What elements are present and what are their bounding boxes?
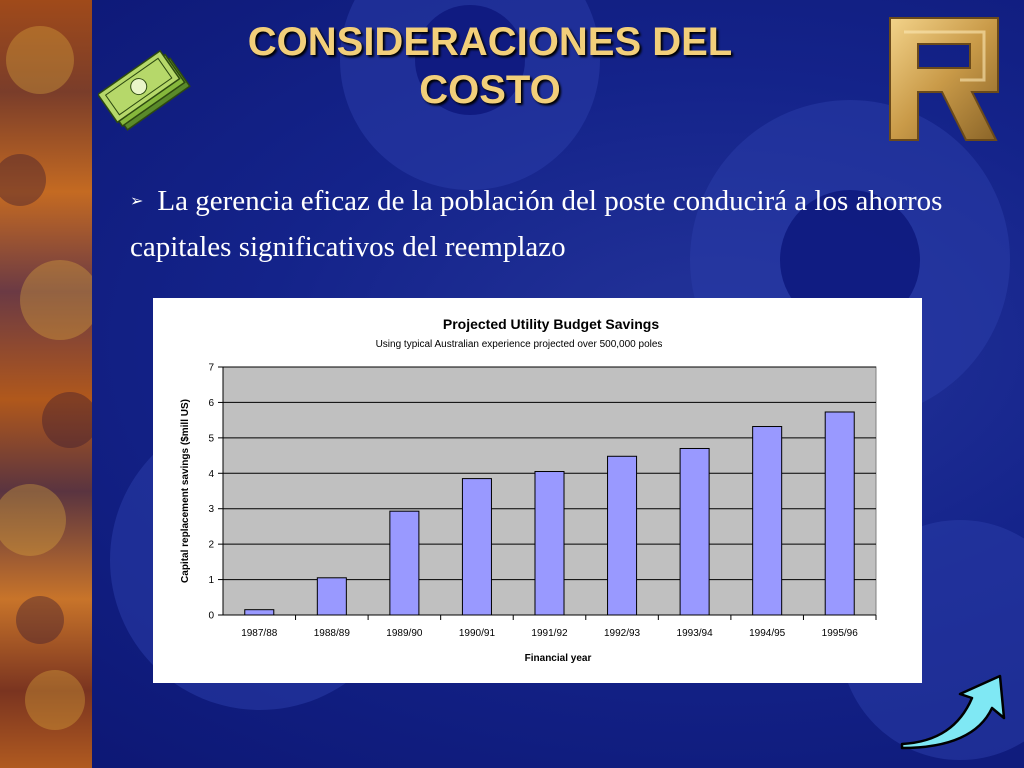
bar bbox=[462, 479, 491, 615]
chart-title: Projected Utility Budget Savings bbox=[442, 316, 660, 332]
money-stack-icon bbox=[98, 40, 194, 145]
bar-chart bbox=[153, 298, 922, 683]
y-axis-label: Capital replacement savings ($mill US) bbox=[180, 399, 191, 583]
y-tick-label: 3 bbox=[208, 504, 214, 516]
bar bbox=[825, 412, 854, 615]
bar bbox=[390, 511, 419, 615]
bar bbox=[753, 427, 782, 615]
x-tick-label: 1989/90 bbox=[386, 628, 423, 639]
bullet-point bbox=[130, 180, 960, 268]
bullet-text: La gerencia eficaz de la población del poste conducirá a los ahorros capitales significativos del reemplazo bbox=[130, 185, 943, 263]
bar bbox=[680, 448, 709, 615]
curved-arrow-icon[interactable] bbox=[898, 672, 1010, 757]
y-tick-label: 1 bbox=[208, 575, 214, 587]
bar bbox=[317, 578, 346, 615]
y-tick-label: 2 bbox=[208, 539, 214, 551]
x-tick-label: 1988/89 bbox=[313, 628, 350, 639]
x-axis-label: Financial year bbox=[524, 653, 592, 664]
chart-container bbox=[153, 298, 922, 683]
x-tick-label: 1992/93 bbox=[603, 628, 641, 639]
stylized-gold-logo-icon bbox=[884, 14, 1004, 149]
y-tick-label: 6 bbox=[208, 397, 214, 409]
y-tick-label: 0 bbox=[208, 610, 214, 622]
x-tick-label: 1991/92 bbox=[531, 628, 568, 639]
x-tick-label: 1994/95 bbox=[749, 628, 786, 639]
y-tick-label: 4 bbox=[208, 468, 214, 480]
x-tick-label: 1987/88 bbox=[241, 628, 278, 639]
chart-subtitle: Using typical Australian experience projected over 500,000 poles bbox=[375, 339, 663, 350]
y-tick-label: 5 bbox=[208, 433, 214, 445]
x-tick-label: 1993/94 bbox=[676, 628, 713, 639]
bar bbox=[245, 610, 274, 615]
bar bbox=[535, 472, 564, 615]
bullet-arrow-icon: ➢ bbox=[130, 191, 144, 210]
decorative-side-strip bbox=[0, 0, 92, 768]
x-tick-label: 1990/91 bbox=[458, 628, 496, 639]
x-tick-label: 1995/96 bbox=[821, 628, 858, 639]
slide-title: CONSIDERACIONES DEL COSTO bbox=[247, 20, 733, 112]
y-tick-label: 7 bbox=[208, 362, 214, 374]
bar bbox=[608, 456, 637, 615]
